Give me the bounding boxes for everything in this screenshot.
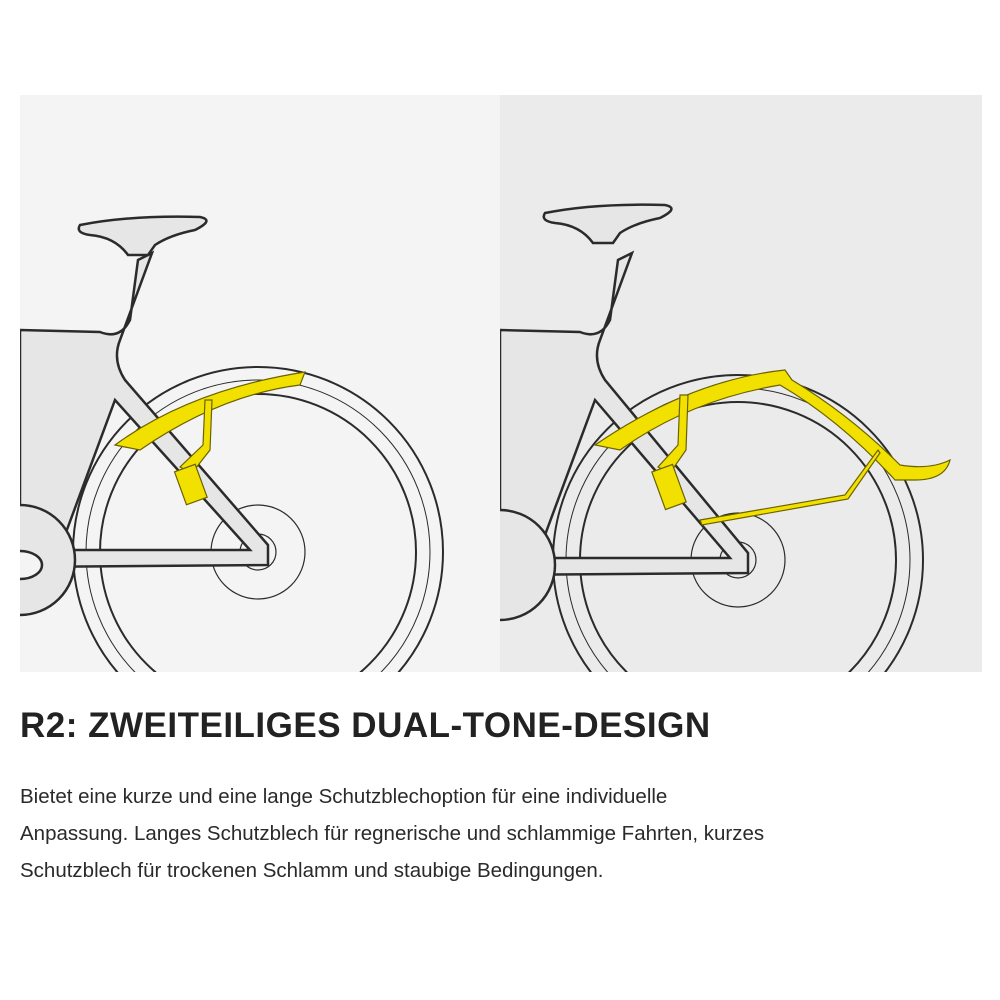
bike-short-fender-drawing xyxy=(20,95,500,672)
bike-long-fender-drawing xyxy=(500,95,982,672)
description-line: Bietet eine kurze und eine lange Schutzblechoption für eine individuelle xyxy=(20,785,668,808)
description-line: Anpassung. Langes Schutzblech für regnerische und schlammige Fahrten, kurzes xyxy=(20,822,765,845)
short-fender-illustration xyxy=(20,95,500,672)
description-text xyxy=(20,778,900,889)
long-fender-illustration xyxy=(500,95,982,672)
section-heading: R2: ZWEITEILIGES DUAL-TONE-DESIGN xyxy=(20,706,711,745)
description-line: Schutzblech für trockenen Schlamm und staubige Bedingungen. xyxy=(20,859,604,882)
